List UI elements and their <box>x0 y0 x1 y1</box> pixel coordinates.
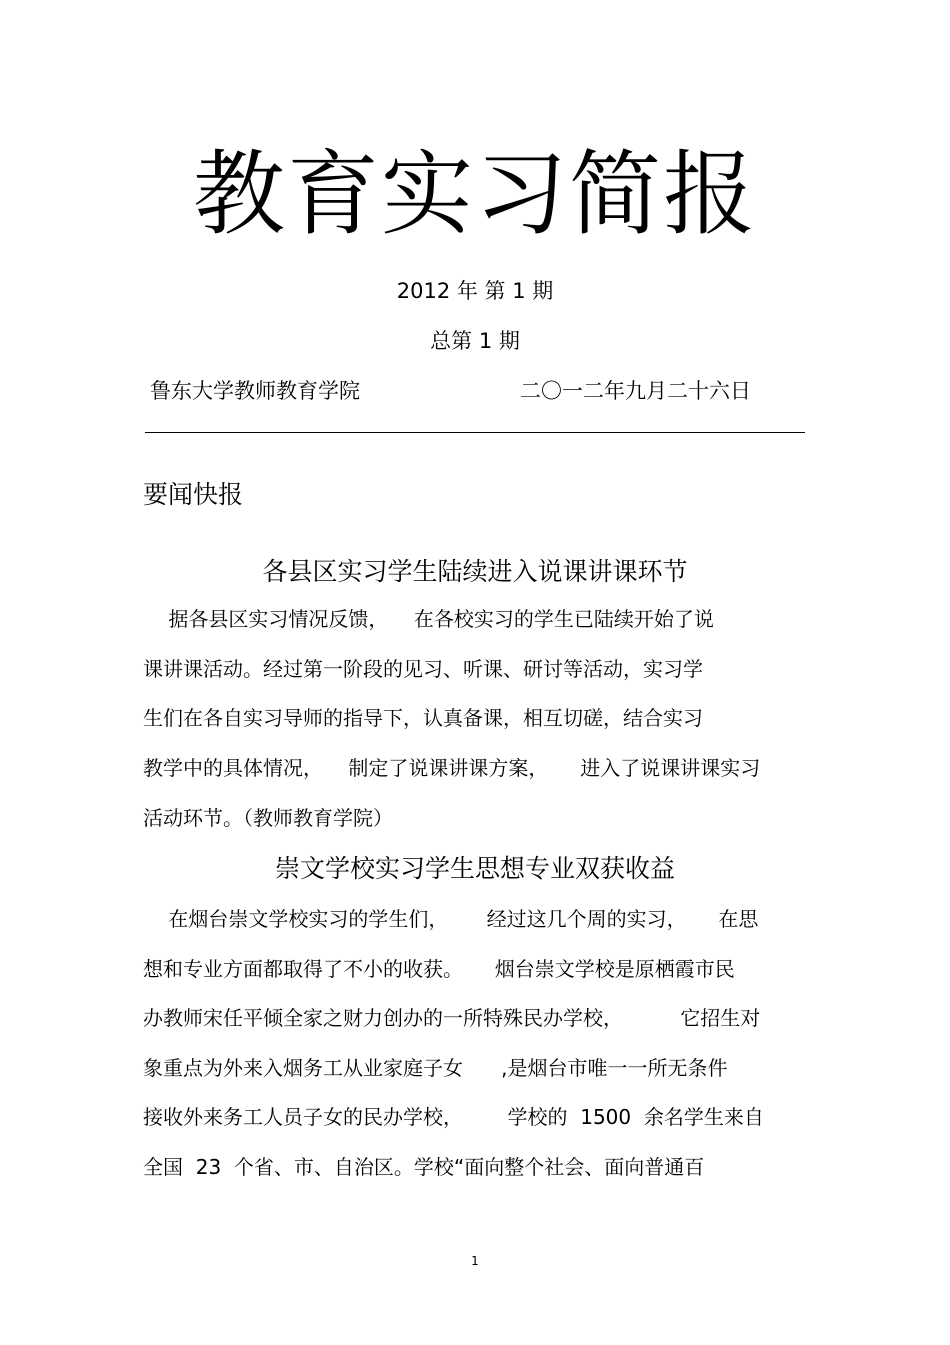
article-2-line: 办教师宋任平倾全家之财力创办的一所特殊民办学校， 它招生对 <box>143 1006 761 1030</box>
article-1-line: 教学中的具体情况， 制定了说课讲课方案， 进入了说课讲课实习 <box>143 756 761 780</box>
article-2-line: 想和专业方面都取得了不小的收获。 烟台崇文学校是原栖霞市民 <box>143 957 735 981</box>
article-2-line: 全国 23 个省、市、自治区。学校“面向整个社会、面向普通百 <box>143 1155 705 1179</box>
article-1-line: 生们在各自实习导师的指导下，认真备课，相互切磋，结合实习 <box>143 706 703 730</box>
article-2-line: 象重点为外来入烟务工从业家庭子女 ,是烟台市唯一一所无条件 <box>143 1056 728 1080</box>
publish-date: 二〇一二年九月二十六日 <box>520 379 751 403</box>
issue-number: 2012 年 第 1 期 <box>396 279 554 303</box>
section-title: 要闻快报 <box>143 480 244 509</box>
total-issue-number: 总第 1 期 <box>430 329 520 353</box>
organization: 鲁东大学教师教育学院 <box>150 379 360 403</box>
article-1-line: 课讲课活动。经过第一阶段的见习、听课、研讨等活动，实习学 <box>143 657 703 681</box>
article-2-line: 在烟台崇文学校实习的学生们， 经过这几个周的实习， 在思 <box>143 907 759 931</box>
article-1-line: 据各县区实习情况反馈， 在各校实习的学生已陆续开始了说 <box>143 607 714 631</box>
article-2-line: 接收外来务工人员子女的民办学校， 学校的 1500 余名学生来自 <box>143 1105 764 1129</box>
article-1-headline: 各县区实习学生陆续进入说课讲课环节 <box>262 557 688 586</box>
newsletter-title: 教育实习简报 <box>192 141 757 248</box>
header-divider <box>145 432 805 433</box>
article-2-headline: 崇文学校实习学生思想专业双获收益 <box>274 854 675 883</box>
article-1-line: 活动环节。（教师教育学院） <box>143 806 393 830</box>
page-number: 1 <box>471 1254 479 1268</box>
